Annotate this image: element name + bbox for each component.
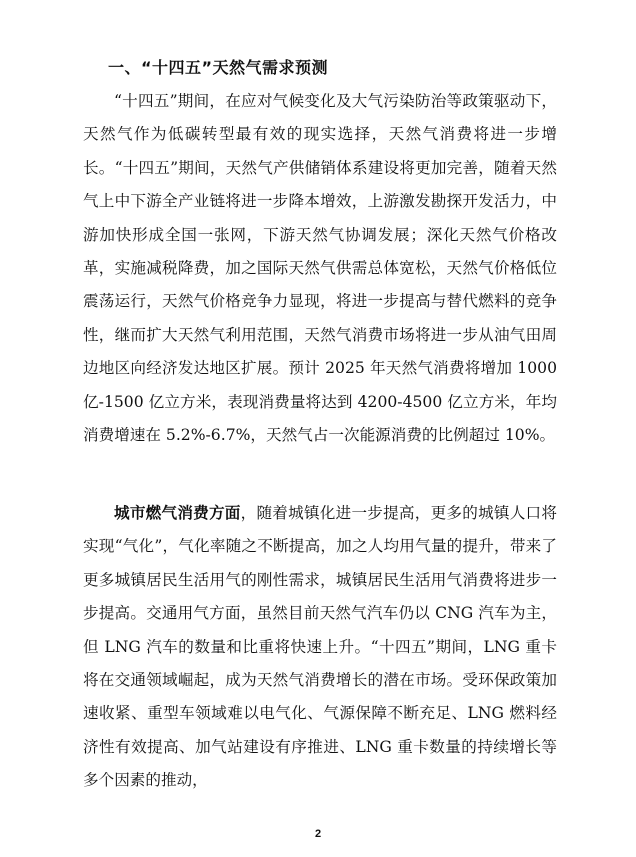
paragraph-lead: 城市燃气消费方面	[114, 504, 241, 522]
paragraph	[83, 85, 557, 452]
paragraph	[83, 497, 557, 798]
paragraph-text: ，随着城镇化进一步提高，更多的城镇人口将实现“气化”，气化率随之不断提高，加之人均用气量的提升，带来了更多城镇居民生活用气的刚性需求，城镇居民生活用气消费将进步一步提高。交通用气方面，虽然目前天然气汽车仍以 CNG 汽车为主，但 LNG 汽车的数量和比重将快速上升。“十四五”期间，LNG 重卡将在交通领域崛起，成为天然气消费增长的潜在市场。受环保政策加速收紧、重型车领域难以电气化、气源保障不断充足、LNG 燃料经济性有效提高、加气站建设有序推进、LNG 重卡数量的持续增长等多个因素的推动，	[83, 504, 557, 790]
paragraph-text: “十四五”期间，在应对气候变化及大气污染防治等政策驱动下，天然气作为低碳转型最有效的现实选择，天然气消费将进一步增长。“十四五”期间，天然气产供储销体系建设将更加完善，随着天然气上中下游全产业链将进一步降本增效，上游激发勘探开发活力，中游加快形成全国一张网，下游天然气协调发展；深化天然气价格改革，实施减税降费，加之国际天然气供需总体宽松，天然气价格低位震荡运行，天然气价格竞争力显现，将进一步提高与替代燃料的竞争性，继而扩大天然气利用范围，天然气消费市场将进一步从油气田周边地区向经济发达地区扩展。预计 2025 年天然气消费将增加 1000 亿-1500 亿立方米，表现消费量将达到 4200-4500 亿立方米，年均消费增速在 5.2%-6.7%，天然气占一次能源消费的比例超过 10%。	[83, 92, 557, 445]
section-heading: 一、“十四五”天然气需求预测	[108, 58, 329, 77]
page-number: 2	[314, 828, 322, 840]
